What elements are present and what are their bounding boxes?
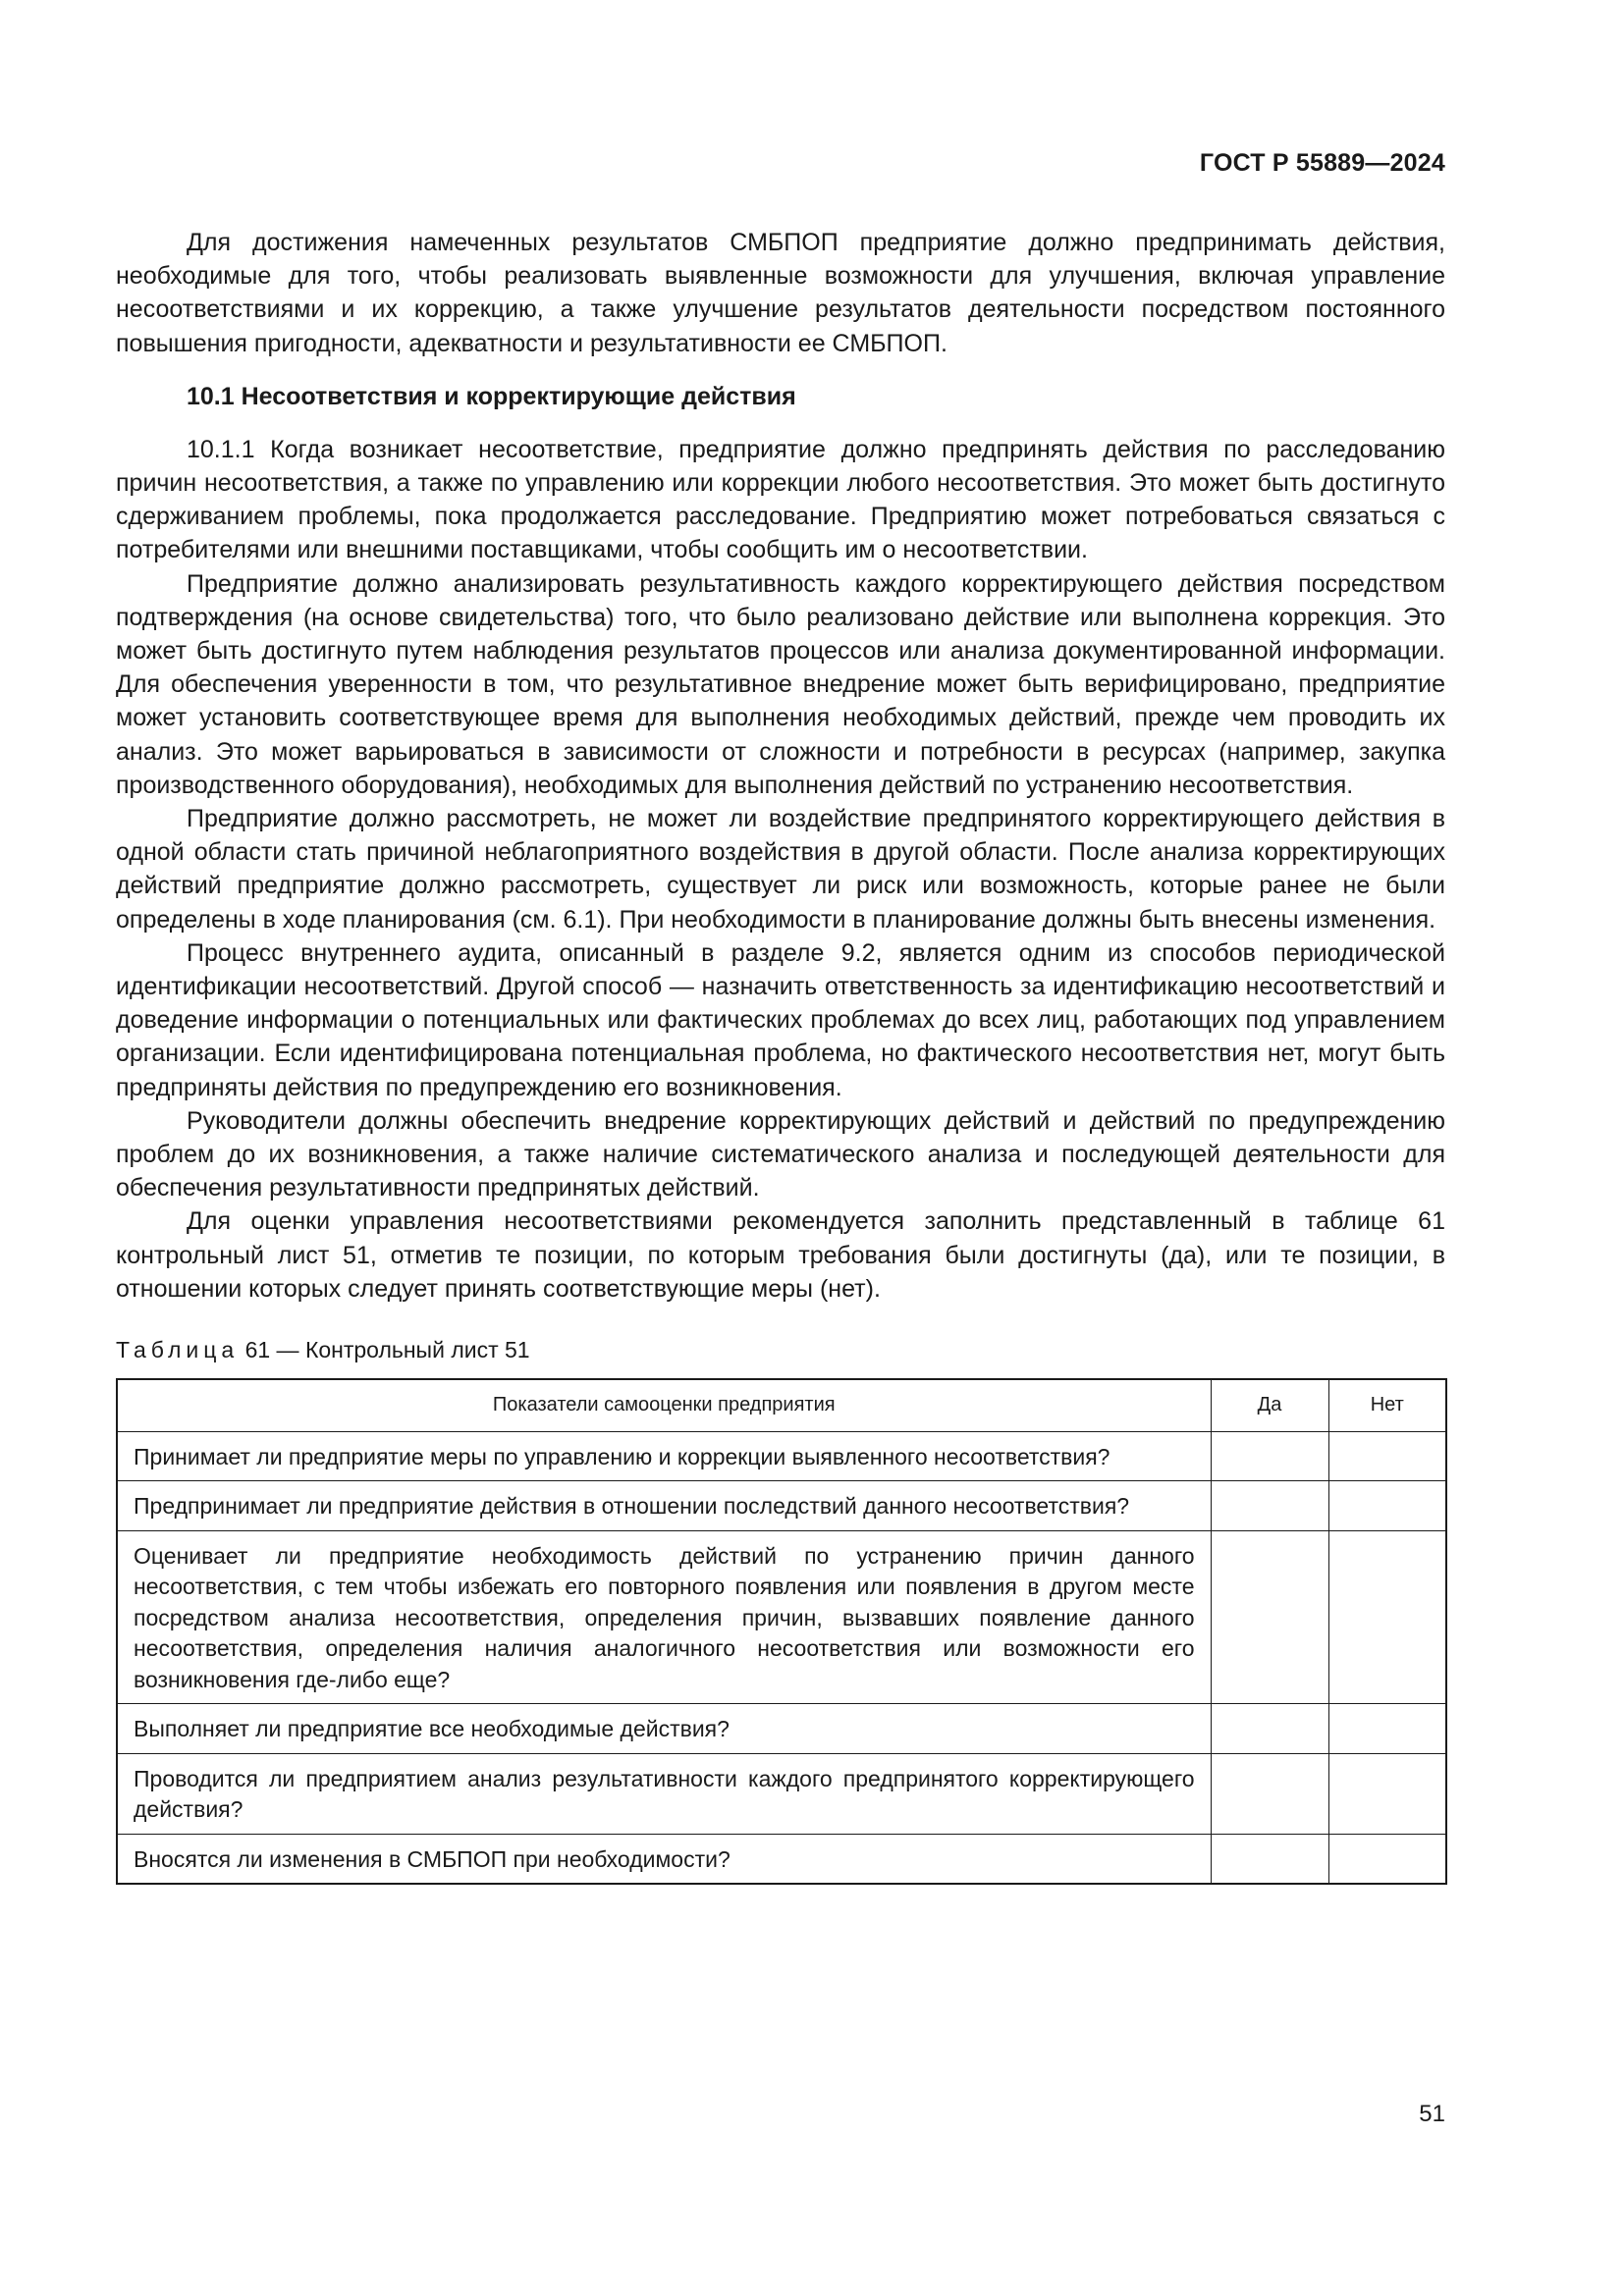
table-row [117, 1481, 1446, 1531]
question-cell: Выполняет ли предприятие все необходимые действия? [117, 1704, 1211, 1754]
page-number: 51 [1419, 2101, 1445, 2127]
yes-cell[interactable] [1211, 1431, 1328, 1481]
table-caption-title: 61 — Контрольный лист 51 [239, 1337, 530, 1363]
question-cell: Вносятся ли изменения в СМБПОП при необходимости? [117, 1834, 1211, 1884]
paragraph: 10.1.1 Когда возникает несоответствие, предприятие должно предпринять действия по расследованию причин несоответствия, а также по управлению или коррекции любого несоответствия. Это может быть достигнуто сдерживанием проблемы, пока продолжается расследование. Предприятию может потребоваться связаться с потребителями или внешними поставщиками, чтобы сообщить им о несоответствии. [116, 435, 1445, 564]
no-cell[interactable] [1328, 1753, 1446, 1834]
question-cell: Проводится ли предприятием анализ результативности каждого предпринятого корректирующего действия? [117, 1753, 1211, 1834]
header-yes: Да [1211, 1379, 1328, 1431]
document-id: ГОСТ Р 55889—2024 [1199, 149, 1445, 177]
no-cell[interactable] [1328, 1530, 1446, 1704]
no-cell[interactable] [1328, 1431, 1446, 1481]
header-no: Нет [1328, 1379, 1446, 1431]
table-header-row [117, 1379, 1446, 1431]
no-cell[interactable] [1328, 1834, 1446, 1884]
paragraph: Предприятие должно анализировать результативность каждого корректирующего действия посредством подтверждения (на основе свидетельства) того, что было реализовано действие или выполнена коррекция. Это может быть достигнуто путем наблюдения результатов процессов или анализа документированной информации. Для обеспечения уверенности в том, что результативное внедрение может быть верифицировано, предприятие может установить соответствующее время для выполнения необходимых действий, прежде чем проводить их анализ. Это может варьироваться в зависимости от сложности и потребности в ресурсах (например, закупка производственного оборудования), необходимых для выполнения действий по устранению несоответствия. [116, 569, 1445, 799]
table-row [117, 1704, 1446, 1754]
yes-cell[interactable] [1211, 1834, 1328, 1884]
checklist-table [116, 1378, 1447, 1885]
yes-cell[interactable] [1211, 1530, 1328, 1704]
question-cell: Принимает ли предприятие меры по управлению и коррекции выявленного несоответствия? [117, 1431, 1211, 1481]
header-indicators: Показатели самооценки предприятия [117, 1379, 1211, 1431]
yes-cell[interactable] [1211, 1753, 1328, 1834]
table-row [117, 1753, 1446, 1834]
question-cell: Оценивает ли предприятие необходимость действий по устранению причин данного несоответствия, с тем чтобы избежать его повторного появления или появления в другом месте посредством анализа несоответствия, определения причин, вызвавших появление данного несоответствия, определения наличия аналогичного несоответствия или возможности его возникновения где-либо еще? [117, 1530, 1211, 1704]
page-content [116, 226, 1445, 1885]
table-row [117, 1431, 1446, 1481]
yes-cell[interactable] [1211, 1481, 1328, 1531]
paragraph: Предприятие должно рассмотреть, не может ли воздействие предпринятого корректирующего действия в одной области стать причиной неблагоприятного воздействия в другой области. После анализа корректирующих действий предприятие должно рассмотреть, существует ли риск или возможность, которые ранее не были определены в ходе планирования (см. 6.1). При необходимости в планирование должны быть внесены изменения. [116, 805, 1445, 934]
paragraph: Для оценки управления несоответствиями рекомендуется заполнить представленный в таблице 61 контрольный лист 51, отметив те позиции, по которым требования были достигнуты (да), или те позиции, в отношении которых следует принять соответствующие меры (нет). [116, 1207, 1445, 1303]
section-heading: 10.1 Несоответствия и корректирующие действия [187, 382, 796, 410]
table-caption [116, 1335, 1445, 1364]
table-row [117, 1834, 1446, 1884]
question-cell: Предпринимает ли предприятие действия в отношении последствий данного несоответствия? [117, 1481, 1211, 1531]
paragraph: Руководители должны обеспечить внедрение корректирующих действий и действий по предупреждению проблем до их возникновения, а также наличие систематического анализа и последующей деятельности для обеспечения результативности предпринятых действий. [116, 1106, 1445, 1202]
table-caption-word: Таблица [116, 1337, 240, 1363]
yes-cell[interactable] [1211, 1704, 1328, 1754]
paragraph: Процесс внутреннего аудита, описанный в разделе 9.2, является одним из способов периодической идентификации несоответствий. Другой способ — назначить ответственность за идентификацию несоответствий и доведение информации о потенциальных или фактических проблемах до всех лиц, работающих под управлением организации. Если идентифицирована потенциальная проблема, но фактического несоответствия нет, могут быть предприняты действия по предупреждению его возникновения. [116, 938, 1445, 1101]
table-row [117, 1530, 1446, 1704]
no-cell[interactable] [1328, 1481, 1446, 1531]
no-cell[interactable] [1328, 1704, 1446, 1754]
intro-paragraph: Для достижения намеченных результатов СМБПОП предприятие должно предпринимать действия, необходимые для того, чтобы реализовать выявленные возможности для улучшения, включая управление несоответствиями и их коррекцию, а также улучшение результатов деятельности посредством постоянного повышения пригодности, адекватности и результативности ее СМБПОП. [116, 229, 1445, 357]
